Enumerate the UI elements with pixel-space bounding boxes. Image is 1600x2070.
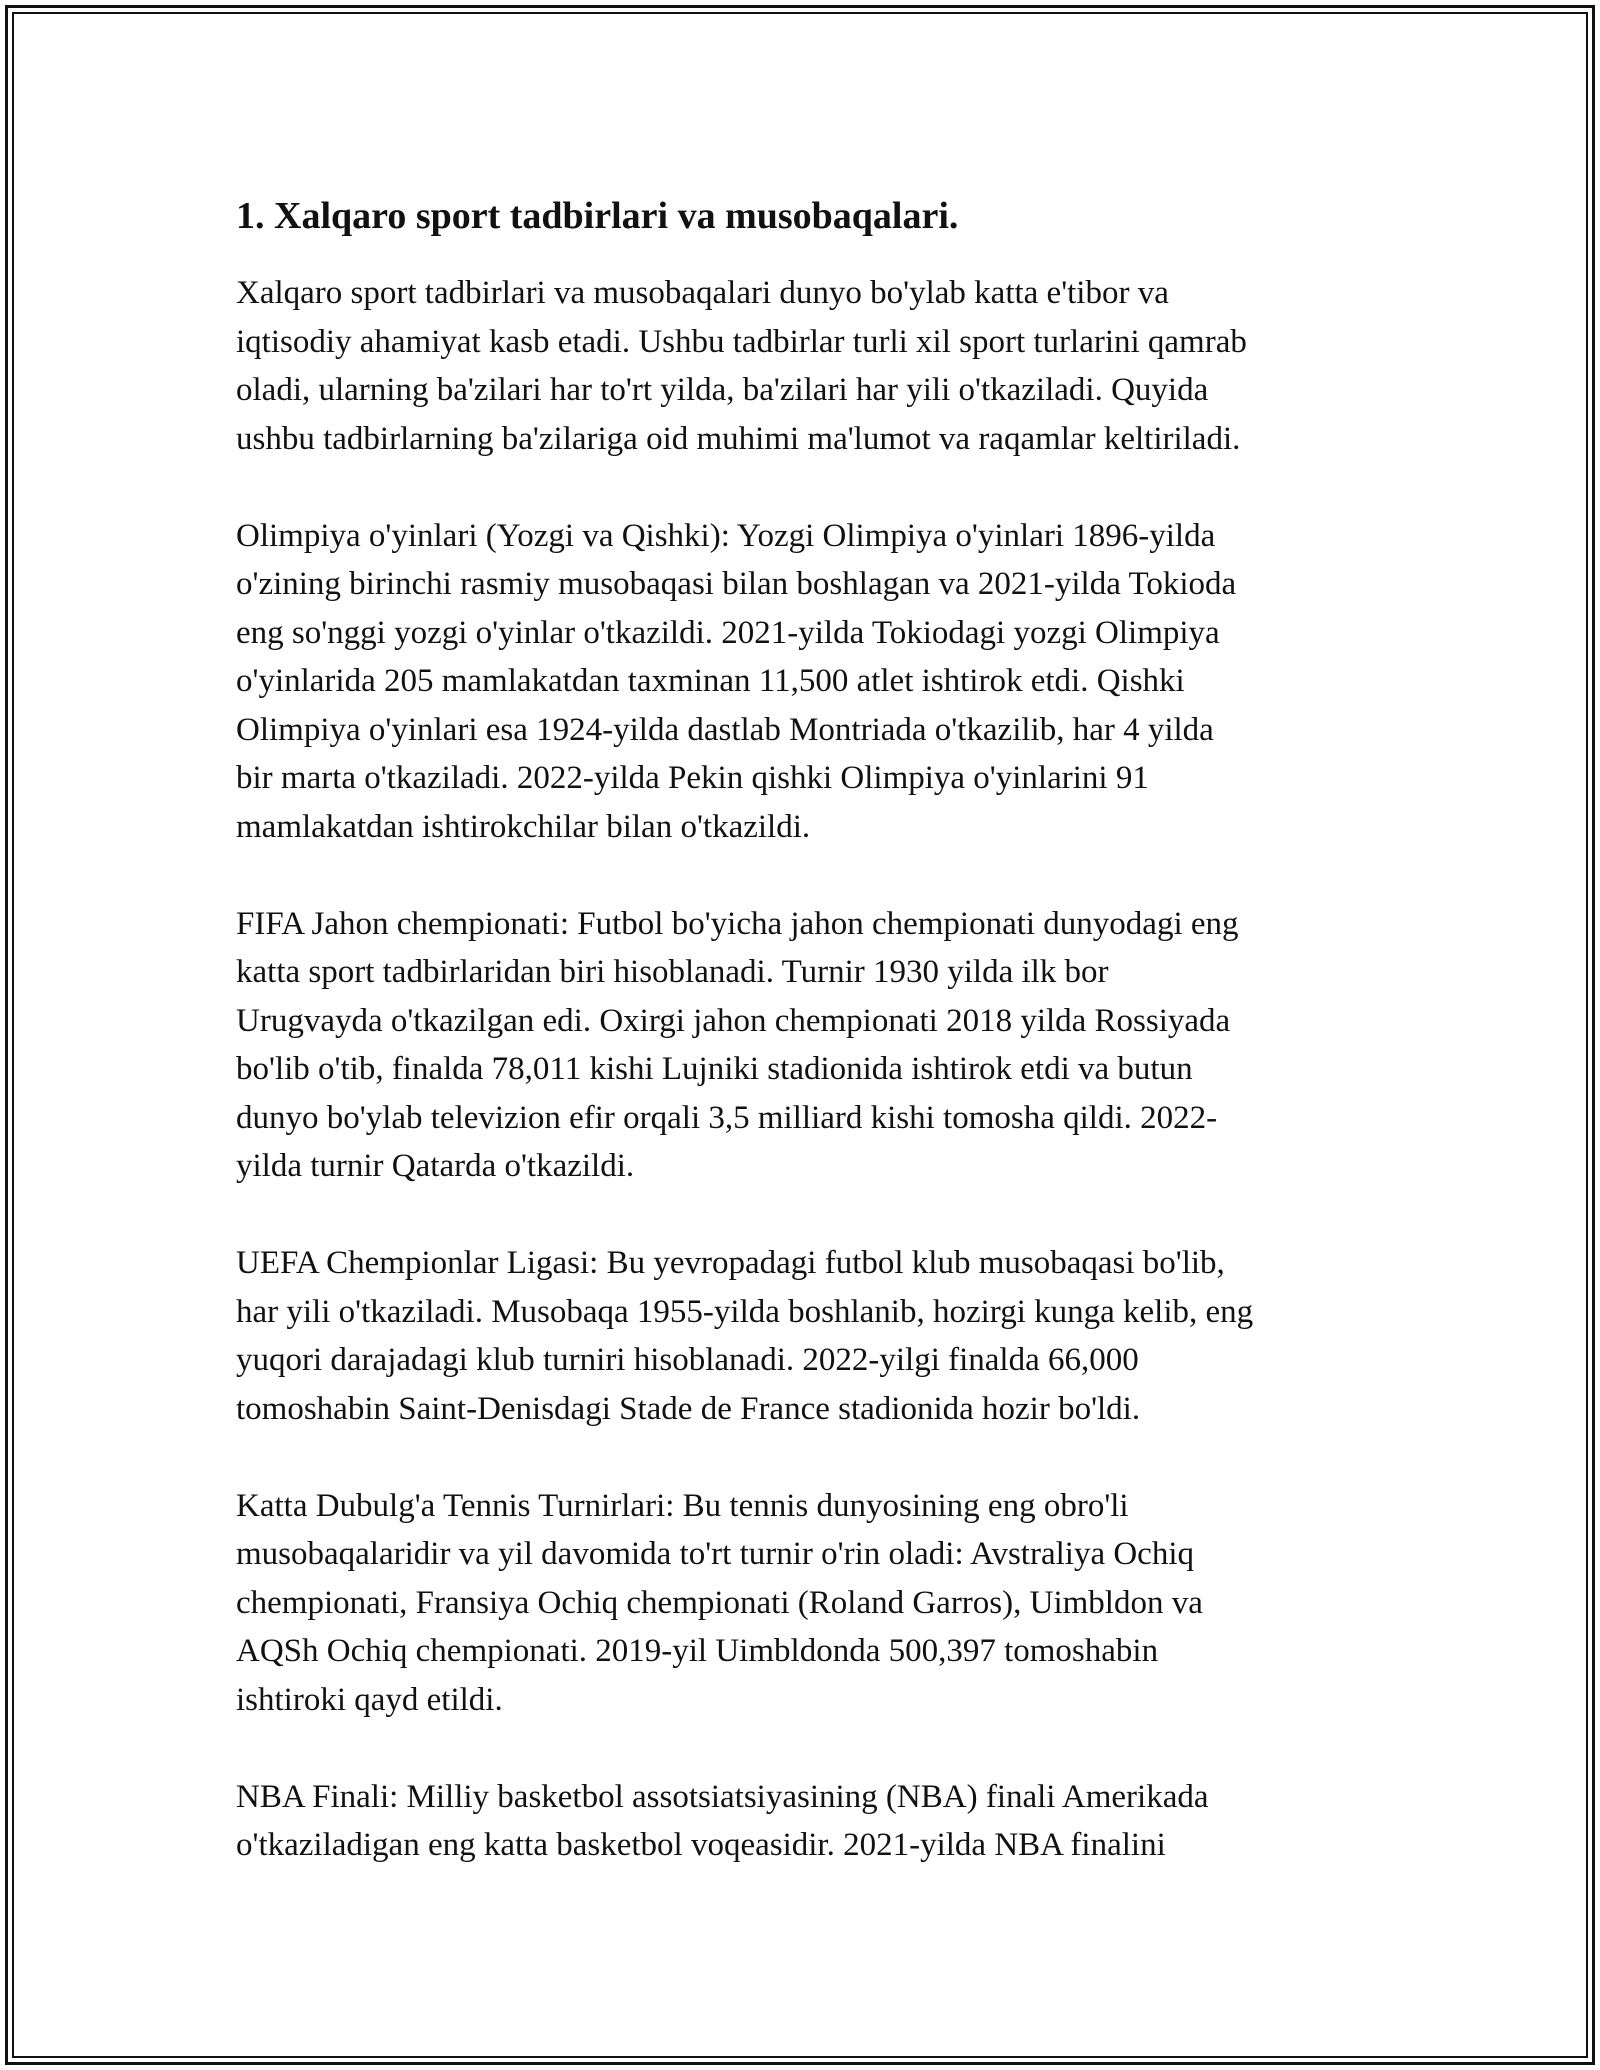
paragraph-line: katta sport tadbirlaridan biri hisoblanadi. Turnir 1930 yilda ilk bor [236,954,1109,990]
document-body [236,188,1396,1918]
paragraph-line: yilda turnir Qatarda o'tkazildi. [236,1148,635,1184]
paragraph-line: bir marta o'tkaziladi. 2022-yilda Pekin qishki Olimpiya o'yinlarini 91 [236,760,1149,796]
paragraph-line: ishtiroki qayd etildi. [236,1681,503,1718]
paragraph-line: Xalqaro sport tadbirlari va musobaqalari dunyo bo'ylab katta e'tibor va [236,275,1169,311]
paragraph-line: o'yinlarida 205 mamlakatdan taxminan 11,500 atlet ishtirok etdi. Qishki [236,663,1185,699]
paragraph-line: Olimpiya o'yinlari esa 1924-yilda dastlab Montriada o'tkazilib, har 4 yilda [236,711,1214,748]
paragraph-line: Katta Dubulg'a Tennis Turnirlari: Bu tennis dunyosining eng obro'li [236,1487,1129,1524]
paragraph-line: dunyo bo'ylab televizion efir orqali 3,5 milliard kishi tomosha qildi. 2022- [236,1099,1218,1136]
paragraph-line: yuqori darajadagi klub turniri hisoblanadi. 2022-yilgi finalda 66,000 [236,1342,1139,1378]
paragraph-line: mamlakatdan ishtirokchilar bilan o'tkazildi. [236,808,811,845]
paragraph-line: ushbu tadbirlarning ba'zilariga oid muhimi ma'lumot va raqamlar keltiriladi. [236,420,1241,457]
paragraph-line: NBA Finali: Milliy basketbol assotsiatsiyasining (NBA) finali Amerikada [236,1778,1209,1815]
paragraph-olympics [236,512,1396,852]
paragraph-introduction [236,269,1396,463]
paragraph-line: iqtisodiy ahamiyat kasb etadi. Ushbu tadbirlar turli xil sport turlarini qamrab [236,323,1247,360]
paragraph-line: AQSh Ochiq chempionati. 2019-yil Uimbldonda 500,397 tomoshabin [236,1633,1159,1669]
paragraph-line: Olimpiya o'yinlari (Yozgi va Qishki): Yozgi Olimpiya o'yinlari 1896-yilda [236,517,1216,554]
document-title: 1. Xalqaro sport tadbirlari va musobaqalari. [236,195,959,237]
paragraph-line: tomoshabin Saint-Denisdagi Stade de France stadionida hozir bo'ldi. [236,1390,1141,1427]
paragraph-fifa-world-cup [236,900,1396,1191]
paragraph-line: eng so'nggi yozgi o'yinlar o'tkazildi. 2021-yilda Tokiodagi yozgi Olimpiya [236,614,1220,651]
paragraph-line: o'zining birinchi rasmiy musobaqasi bilan boshlagan va 2021-yilda Tokioda [236,566,1237,602]
paragraph-line: chempionati, Fransiya Ochiq chempionati (Roland Garros), Uimbldon va [236,1584,1203,1621]
paragraph-line: har yili o'tkaziladi. Musobaqa 1955-yilda boshlanib, hozirgi kunga kelib, eng [236,1293,1254,1330]
paragraph-nba-finals [236,1773,1396,1870]
paragraph-line: oladi, ularning ba'zilari har to'rt yilda, ba'zilari har yili o'tkaziladi. Quyida [236,372,1209,408]
paragraph-line: UEFA Chempionlar Ligasi: Bu yevropadagi futbol klub musobaqasi bo'lib, [236,1245,1225,1281]
paragraph-line: musobaqalaridir va yil davomida to'rt turnir o'rin oladi: Avstraliya Ochiq [236,1536,1194,1572]
paragraph-line: o'tkaziladigan eng katta basketbol voqeasidir. 2021-yilda NBA finalini [236,1827,1166,1863]
paragraph-line: bo'lib o'tib, finalda 78,011 kishi Lujniki stadionida ishtirok etdi va butun [236,1051,1193,1087]
paragraph-line: Urugvayda o'tkazilgan edi. Oxirgi jahon chempionati 2018 yilda Rossiyada [236,1002,1231,1039]
paragraph-grand-slam-tennis [236,1482,1396,1725]
paragraph-uefa-champions-league [236,1239,1396,1433]
paragraph-line: FIFA Jahon chempionati: Futbol bo'yicha jahon chempionati dunyodagi eng [236,905,1239,942]
